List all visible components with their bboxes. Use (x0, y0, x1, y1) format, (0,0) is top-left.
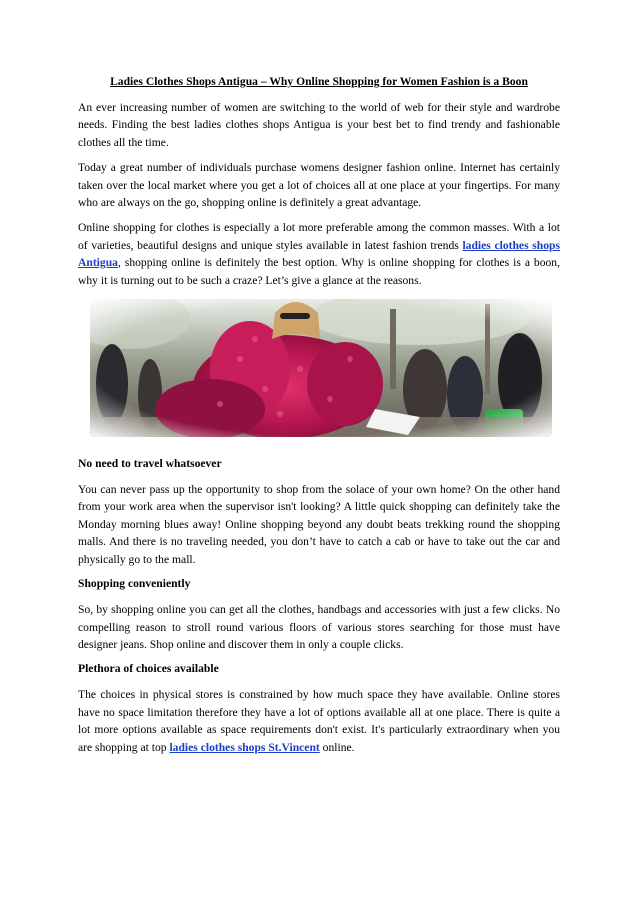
page-title: Ladies Clothes Shops Antigua – Why Online Shopping for Women Fashion is a Boon (110, 75, 528, 88)
paragraph-text: , shopping online is definitely the best option. Why is online shopping for clothes is a boon, why it is turning out to be such a craze? Let’s give a glance at the reasons. (78, 256, 560, 287)
paragraph-text: The choices in physical stores is constrained by how much space they have available. Online stores have no space limitation therefore they have a lot of options available all at one place. There is quite a lot more options available as space requirements don't exist. It's particularly extraordinary when you are shopping at top (78, 688, 560, 754)
fashion-photo-illustration (90, 299, 552, 437)
paragraph-text: online. (319, 740, 355, 754)
section-heading-choices: Plethora of choices available (78, 662, 219, 676)
street-style-photo (90, 299, 552, 437)
intro-paragraph-1: An ever increasing number of women are switching to the world of web for their style and wardrobe needs. Finding the best ladies clothes shops Antigua is your best bet to find trendy and fashionable clothes all the time. (78, 101, 560, 149)
spacer (78, 437, 560, 456)
ladies-clothes-shops-st-vincent-link[interactable]: ladies clothes shops St.Vincent (169, 740, 320, 754)
document-page (78, 74, 560, 764)
paragraph-text: Online shopping for clothes is especially a lot more preferable among the common masses. With a lot of varieties, beautiful designs and unique styles available in latest fashion trends (78, 221, 560, 252)
section-body-choices (78, 686, 560, 756)
section-body-convenience: So, by shopping online you can get all the clothes, handbags and accessories with just a few clicks. No compelling reason to stroll round various floors of various stores searching for those must have designer jeans. Shop online and discover them in only a couple clicks. (78, 603, 560, 651)
section-heading-convenience: Shopping conveniently (78, 577, 191, 591)
section-body-travel: You can never pass up the opportunity to shop from the solace of your own home? On the other hand from your work area when the supervisor isn't looking? A little quick shopping can definitely take the Monday morning blues away! Online shopping beyond any doubt beats trekking round the shopping malls. And there is no traveling needed, you don’t have to catch a cab or have to take out the car and physically go to the mall. (78, 483, 560, 566)
section-heading-travel: No need to travel whatsoever (78, 457, 222, 471)
ladies-clothes-shops-antigua-link[interactable]: ladies clothes shops Antigua (78, 238, 560, 270)
intro-paragraph-3 (78, 219, 560, 289)
intro-paragraph-2: Today a great number of individuals purchase womens designer fashion online. Internet has certainly taken over the local market where you get a lot of choices all at one place at your fingertips. For many who are always on the go, shopping online is definitely a great advantage. (78, 161, 560, 210)
